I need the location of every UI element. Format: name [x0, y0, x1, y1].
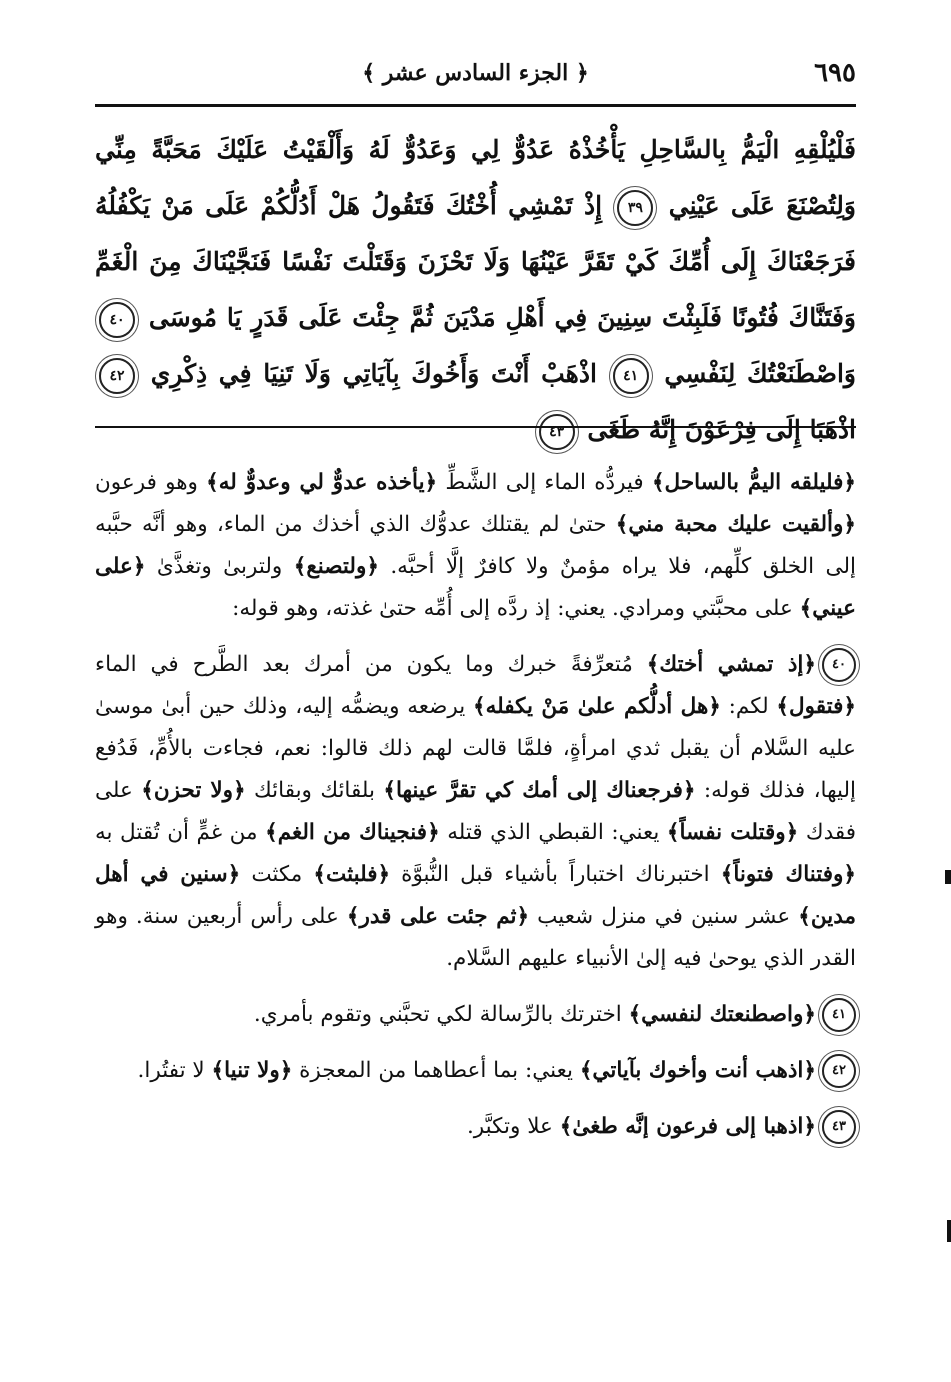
quoted-verse-text: ﴿سنين في أهل مدين﴾ — [95, 862, 856, 929]
quoted-verse-text: ﴿فرجعناك إلى أمك كي تقرَّ عينها﴾ — [383, 778, 696, 803]
ayah-number-marker: ٤٢ — [99, 358, 135, 394]
verse-number-marker: ٤٢ — [822, 1054, 856, 1088]
commentary-text: فيردُّه الماء إلى الشَّطِّ — [437, 470, 652, 495]
verse-number-marker: ٤١ — [822, 998, 856, 1032]
quoted-verse-text: ﴿ولا تنيا﴾ — [211, 1058, 293, 1083]
page-number: ٦٩٥ — [814, 58, 856, 88]
commentary-text: عشر سنين في منزل شعيب — [529, 904, 799, 929]
commentary-paragraph — [95, 1050, 856, 1092]
commentary-text: ولتربىٰ وتغذَّىٰ — [145, 554, 294, 579]
commentary-text: وهو فرعون — [95, 470, 207, 495]
quoted-verse-text: ﴿وألقيت عليك محبة مني﴾ — [615, 512, 856, 537]
commentary-text: مكثت — [240, 862, 314, 887]
header-rule — [95, 104, 856, 107]
commentary-text: على فقدك — [95, 778, 857, 845]
quran-segment: وَاصْطَنَعْتُكَ لِنَفْسِي — [664, 359, 856, 388]
running-title: ﴿ الجزء السادس عشر ﴾ — [362, 60, 589, 86]
quoted-verse-text: ﴿وفتناك فتوناً﴾ — [720, 862, 856, 887]
quoted-verse-text: ﴿فليلقه اليمُّ بالساحل﴾ — [651, 470, 857, 495]
quran-segment: اذْهَبْ أَنْتَ وَأَخُوكَ بِآيَاتِي وَلَا تَنِيَا فِي ذِكْرِي — [150, 359, 597, 388]
commentary-paragraph — [95, 1106, 856, 1148]
commentary-text: اختبرناك اختباراً بأشياء قبل النُّبوَّة — [390, 862, 721, 887]
commentary-text: لا تفتُرا. — [137, 1058, 212, 1083]
commentary-text: من غمٍّ أن تُقتل به — [95, 820, 266, 845]
commentary-text: حتىٰ لم يقتلك عدوُّك الذي أخذك من الماء، وهو أنَّه حبَّبه إلى الخلق كلِّهم، فلا يراه مؤمنٌ ولا كافرٌ إلَّا أحبَّه. — [95, 512, 856, 579]
quoted-verse-text: ﴿فلبثت﴾ — [313, 862, 391, 887]
quoted-verse-text: ﴿ولتصنع﴾ — [293, 554, 379, 579]
page-header — [95, 48, 856, 98]
scan-artifact — [945, 870, 951, 884]
quoted-verse-text: ﴿ولا تحزن﴾ — [141, 778, 246, 803]
quran-segment: اذْهَبَا إِلَى فِرْعَوْنَ إِنَّهُ طَغَى — [587, 415, 856, 444]
quoted-verse-text: ﴿اذهبا إلى فرعون إنَّه طغىٰ﴾ — [559, 1114, 816, 1139]
commentary-text: لكم: — [720, 694, 777, 719]
quoted-verse-text: ﴿وقتلت نفساً﴾ — [666, 820, 799, 845]
commentary-paragraph — [95, 994, 856, 1036]
quran-segment: إِذْ تَمْشِي أُخْتُكَ فَتَقُولُ هَلْ أَدُلُّكُمْ عَلَى مَنْ يَكْفُلُهُ فَرَجَعْنَاكَ إِلَى أُمِّكَ كَيْ تَقَرَّ عَيْنُهَا وَلَا تَحْزَنَ وَقَتَلْتَ نَفْسًا فَنَجَّيْنَاكَ مِنَ الْغَمِّ وَفَتَنَّاكَ فُتُونًا فَلَبِثْتَ سِنِينَ فِي أَهْلِ مَدْيَنَ ثُمَّ جِئْتَ عَلَى قَدَرٍ يَا مُوسَى — [95, 191, 856, 332]
commentary-paragraph — [95, 462, 856, 630]
commentary-text: يرضعه ويضمُّه إليه، وذلك حين أبىٰ موسىٰ عليه السَّلام أن يقبل ثدي امرأةٍ، فلمَّا قالت لهم ذلك قالوا: نعم، فجاءت بالأُمِّ، فَدُفع إليها، فذلك قوله: — [95, 694, 856, 803]
commentary-text: اخترتك بالرِّسالة لكي تحبَّني وتقوم بأمري. — [253, 1002, 629, 1027]
quoted-verse-text: ﴿اذهب أنت وأخوك بآياتي﴾ — [579, 1058, 816, 1083]
ayah-number-marker: ٣٩ — [617, 190, 653, 226]
quran-text-block — [95, 122, 856, 458]
commentary-paragraph — [95, 644, 856, 980]
ayah-number-marker: ٤٣ — [539, 414, 575, 450]
quoted-verse-text: ﴿فتقول﴾ — [776, 694, 856, 719]
section-divider — [95, 426, 856, 428]
commentary-text: علا وتكبَّر. — [466, 1114, 560, 1139]
commentary-text: على محبَّتي ومرادي. يعني: إذ ردَّه إلى أُمِّه حتىٰ غذته، وهو قوله: — [232, 596, 800, 621]
ayah-number-marker: ٤١ — [613, 358, 649, 394]
ayah-number-marker: ٤٠ — [99, 302, 135, 338]
verse-number-marker: ٤٠ — [822, 648, 856, 682]
quran-segment: فَلْيُلْقِهِ الْيَمُّ بِالسَّاحِلِ يَأْخُذْهُ عَدُوٌّ لِي وَعَدُوٌّ لَهُ وَأَلْقَيْتُ عَلَيْكَ مَحَبَّةً مِنِّي وَلِتُصْنَعَ عَلَى عَيْنِي — [95, 135, 856, 220]
quoted-verse-text: ﴿هل أدلُّكم علىٰ مَنْ يكفله﴾ — [473, 694, 721, 719]
quoted-verse-text: ﴿ثم جئت على قدر﴾ — [346, 904, 530, 929]
quoted-verse-text: ﴿واصطنعتك لنفسي﴾ — [628, 1002, 816, 1027]
commentary-text: بلقائك وبقائك — [245, 778, 384, 803]
commentary-text: يعني: القبطي الذي قتله — [439, 820, 667, 845]
quoted-verse-text: ﴿يأخذه عدوٌّ لي وعدوٌّ له﴾ — [206, 470, 438, 495]
scan-artifact — [947, 1220, 951, 1242]
commentary-block — [95, 462, 856, 1162]
quoted-verse-text: ﴿على عيني﴾ — [95, 554, 856, 621]
commentary-text: مُتعرِّفةً خبرك وما يكون من أمرك بعد الطَّرح في الماء — [95, 652, 647, 677]
commentary-text: يعني: بما أعطاهما من المعجزة — [292, 1058, 580, 1083]
commentary-text: على رأس أربعين سنة. وهو القدر الذي يوحىٰ فيه إلىٰ الأنبياء عليهم السَّلام. — [95, 904, 856, 971]
verse-number-marker: ٤٣ — [822, 1110, 856, 1144]
quoted-verse-text: ﴿فنجيناك من الغم﴾ — [265, 820, 440, 845]
quoted-verse-text: ﴿إذ تمشي أختك﴾ — [646, 652, 816, 677]
